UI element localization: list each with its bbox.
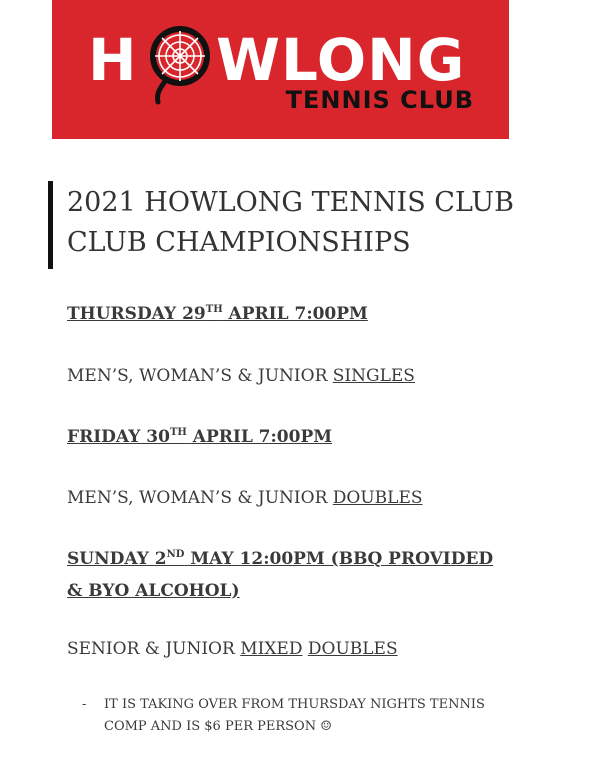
club-logo: [88, 26, 474, 94]
event-3-description: SENIOR & JUNIOR MIXED DOUBLES: [67, 639, 398, 659]
event-2-description: MEN’S, WOMAN’S & JUNIOR DOUBLES: [67, 488, 423, 508]
tennis-racket-icon: [144, 30, 216, 90]
logo-wordmark: WLONG: [216, 26, 466, 94]
note-text: IT IS TAKING OVER FROM THURSDAY NIGHTS TENNIS COMP AND IS $6 PER PERSON ☺: [104, 697, 485, 734]
title-accent-bar: [48, 181, 53, 269]
title-line-1: 2021 HOWLONG TENNIS CLUB: [67, 187, 514, 218]
logo-subtitle: TENNIS CLUB: [285, 86, 474, 114]
event-1-description: MEN’S, WOMAN’S & JUNIOR SINGLES: [67, 366, 415, 386]
event-1-date: THURSDAY 29TH APRIL 7:00PM: [67, 304, 368, 324]
note-bullet: [82, 694, 524, 738]
event-2-date: FRIDAY 30TH APRIL 7:00PM: [67, 427, 333, 447]
logo-letter-h: H: [88, 26, 138, 94]
page-title: [67, 183, 587, 263]
bullet-dash: -: [82, 697, 87, 712]
event-3-date: SUNDAY 2ND MAY 12:00PM (BBQ PROVIDED & BYO ALCOHOL): [67, 549, 494, 601]
title-line-2: CLUB CHAMPIONSHIPS: [67, 227, 411, 258]
